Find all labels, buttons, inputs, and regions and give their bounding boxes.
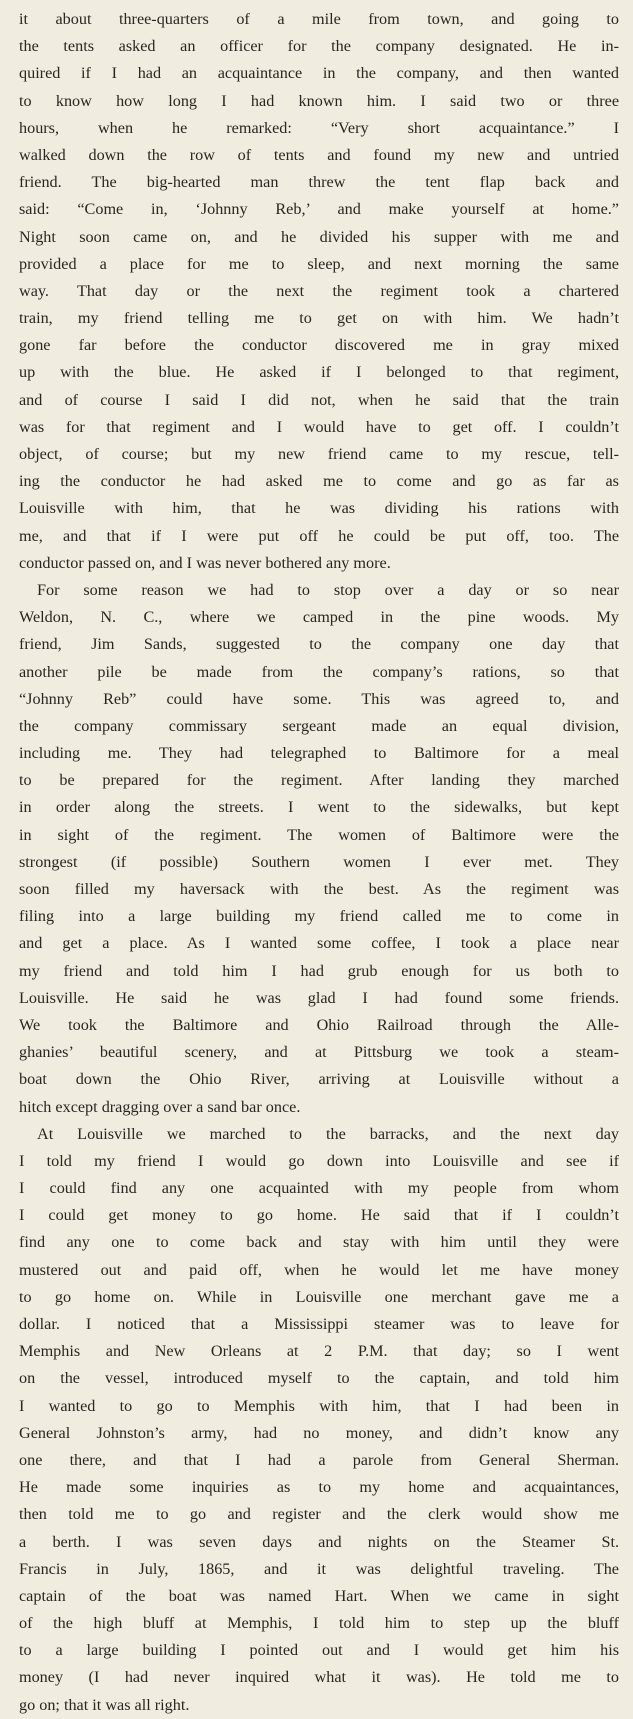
text-line: hitch except dragging over a sand bar once. <box>19 1097 301 1116</box>
text-line: the tents asked an officer for the company designated. He in- <box>19 37 619 56</box>
text-line: it about three-quarters of a mile from town, and going to <box>19 10 619 28</box>
text-line: mustered out and paid off, when he would let me have money <box>19 1260 619 1279</box>
text-line: filing into a large building my friend called me to come in <box>19 907 619 926</box>
text-line: gone far before the conductor discovered me in gray mixed <box>19 336 619 355</box>
text-line: and of course I said I did not, when he said that the train <box>19 390 619 409</box>
text-line: I could find any one acquainted with my people from whom <box>19 1179 619 1198</box>
text-line: to be prepared for the regiment. After landing they marched <box>19 771 619 790</box>
text-line: I could get money to go home. He said that if I couldn’t <box>19 1206 619 1225</box>
text-line: another pile be made from the company’s rations, so that <box>19 662 619 681</box>
text-line: train, my friend telling me to get on with him. We hadn’t <box>19 309 619 328</box>
text-line: one there, and that I had a parole from General Sherman. <box>19 1450 619 1469</box>
text-line: way. That day or the next the regiment took a chartered <box>19 281 619 300</box>
text-line: For some reason we had to stop over a day or so near <box>37 580 619 599</box>
paragraph <box>19 577 619 1121</box>
text-line: quired if I had an acquaintance in the company, and then wanted <box>19 64 619 83</box>
text-line: friend. The big-hearted man threw the tent flap back and <box>19 173 619 192</box>
text-line: to a large building I pointed out and I would get him his <box>19 1641 619 1660</box>
text-line: I wanted to go to Memphis with him, that I had been in <box>19 1396 619 1415</box>
text-line: a berth. I was seven days and nights on the Steamer St. <box>19 1532 619 1551</box>
text-line: including me. They had telegraphed to Baltimore for a meal <box>19 744 619 763</box>
text-line: Memphis and New Orleans at 2 P.M. that day; so I went <box>19 1342 619 1361</box>
text-line: “Johnny Reb” could have some. This was agreed to, and <box>19 689 619 708</box>
text-line: friend, Jim Sands, suggested to the company one day that <box>19 635 619 654</box>
text-line: go on; that it was all right. <box>19 1695 190 1714</box>
text-line: strongest (if possible) Southern women I ever met. They <box>19 852 619 871</box>
text-line: captain of the boat was named Hart. When we came in sight <box>19 1586 619 1605</box>
text-line: then told me to go and register and the clerk would show me <box>19 1505 619 1524</box>
text-line: object, of course; but my new friend came to my rescue, tell- <box>19 445 619 463</box>
text-line: the company commissary sergeant made an equal division, <box>19 716 619 735</box>
text-line: find any one to come back and stay with him until they were <box>19 1233 619 1252</box>
text-line: General Johnston’s army, had no money, and didn’t know any <box>19 1423 619 1442</box>
text-line: Louisville with him, that he was dividing his rations with <box>19 499 619 518</box>
text-line: in sight of the regiment. The women of Baltimore were the <box>19 825 619 844</box>
text-line: up with the blue. He asked if I belonged to that regiment, <box>19 363 619 382</box>
text-line: boat down the Ohio River, arriving at Louisville without a <box>19 1070 619 1089</box>
text-line: hours, when he remarked: “Very short acquaintance.” I <box>19 118 619 137</box>
paragraph <box>19 1121 619 1719</box>
text-line: conductor passed on, and I was never bothered any more. <box>19 553 391 572</box>
text-line: dollar. I noticed that a Mississippi steamer was to leave for <box>19 1315 619 1333</box>
text-line: Weldon, N. C., where we camped in the pine woods. My <box>19 608 619 627</box>
text-line: provided a place for me to sleep, and next morning the same <box>19 254 619 273</box>
text-line: At Louisville we marched to the barracks, and the next day <box>37 1124 619 1143</box>
text-line: We took the Baltimore and Ohio Railroad through the Alle- <box>19 1015 619 1034</box>
text-line: money (I had never inquired what it was). He told me to <box>19 1668 619 1687</box>
text-line: soon filled my haversack with the best. As the regiment was <box>19 880 619 898</box>
text-line: Louisville. He said he was glad I had found some friends. <box>19 988 619 1007</box>
text-line: said: “Come in, ‘Johnny Reb,’ and make yourself at home.” <box>19 200 619 219</box>
text-line: Night soon came on, and he divided his supper with me and <box>19 227 619 246</box>
text-line: ing the conductor he had asked me to come and go as far as <box>19 472 619 491</box>
text-line: to know how long I had known him. I said two or three <box>19 91 619 110</box>
text-line: ghanies’ beautiful scenery, and at Pittsburg we took a steam- <box>19 1043 619 1062</box>
paragraph <box>19 6 619 577</box>
text-line: and get a place. As I wanted some coffee, I took a place near <box>19 934 619 953</box>
text-line: I told my friend I would go down into Louisville and see if <box>19 1151 619 1170</box>
text-line: walked down the row of tents and found my new and untried <box>19 145 619 164</box>
text-line: He made some inquiries as to my home and acquaintances, <box>19 1478 619 1497</box>
text-line: Francis in July, 1865, and it was delightful traveling. The <box>19 1559 619 1578</box>
page-text <box>19 6 619 1719</box>
text-line: me, and that if I were put off he could be put off, too. The <box>19 526 619 545</box>
text-line: was for that regiment and I would have to get off. I couldn’t <box>19 417 619 436</box>
text-line: my friend and told him I had grub enough for us both to <box>19 961 619 980</box>
text-line: of the high bluff at Memphis, I told him to step up the bluff <box>19 1614 619 1633</box>
text-line: to go home on. While in Louisville one merchant gave me a <box>19 1287 619 1306</box>
text-line: on the vessel, introduced myself to the captain, and told him <box>19 1369 619 1388</box>
text-line: in order along the streets. I went to the sidewalks, but kept <box>19 798 619 817</box>
